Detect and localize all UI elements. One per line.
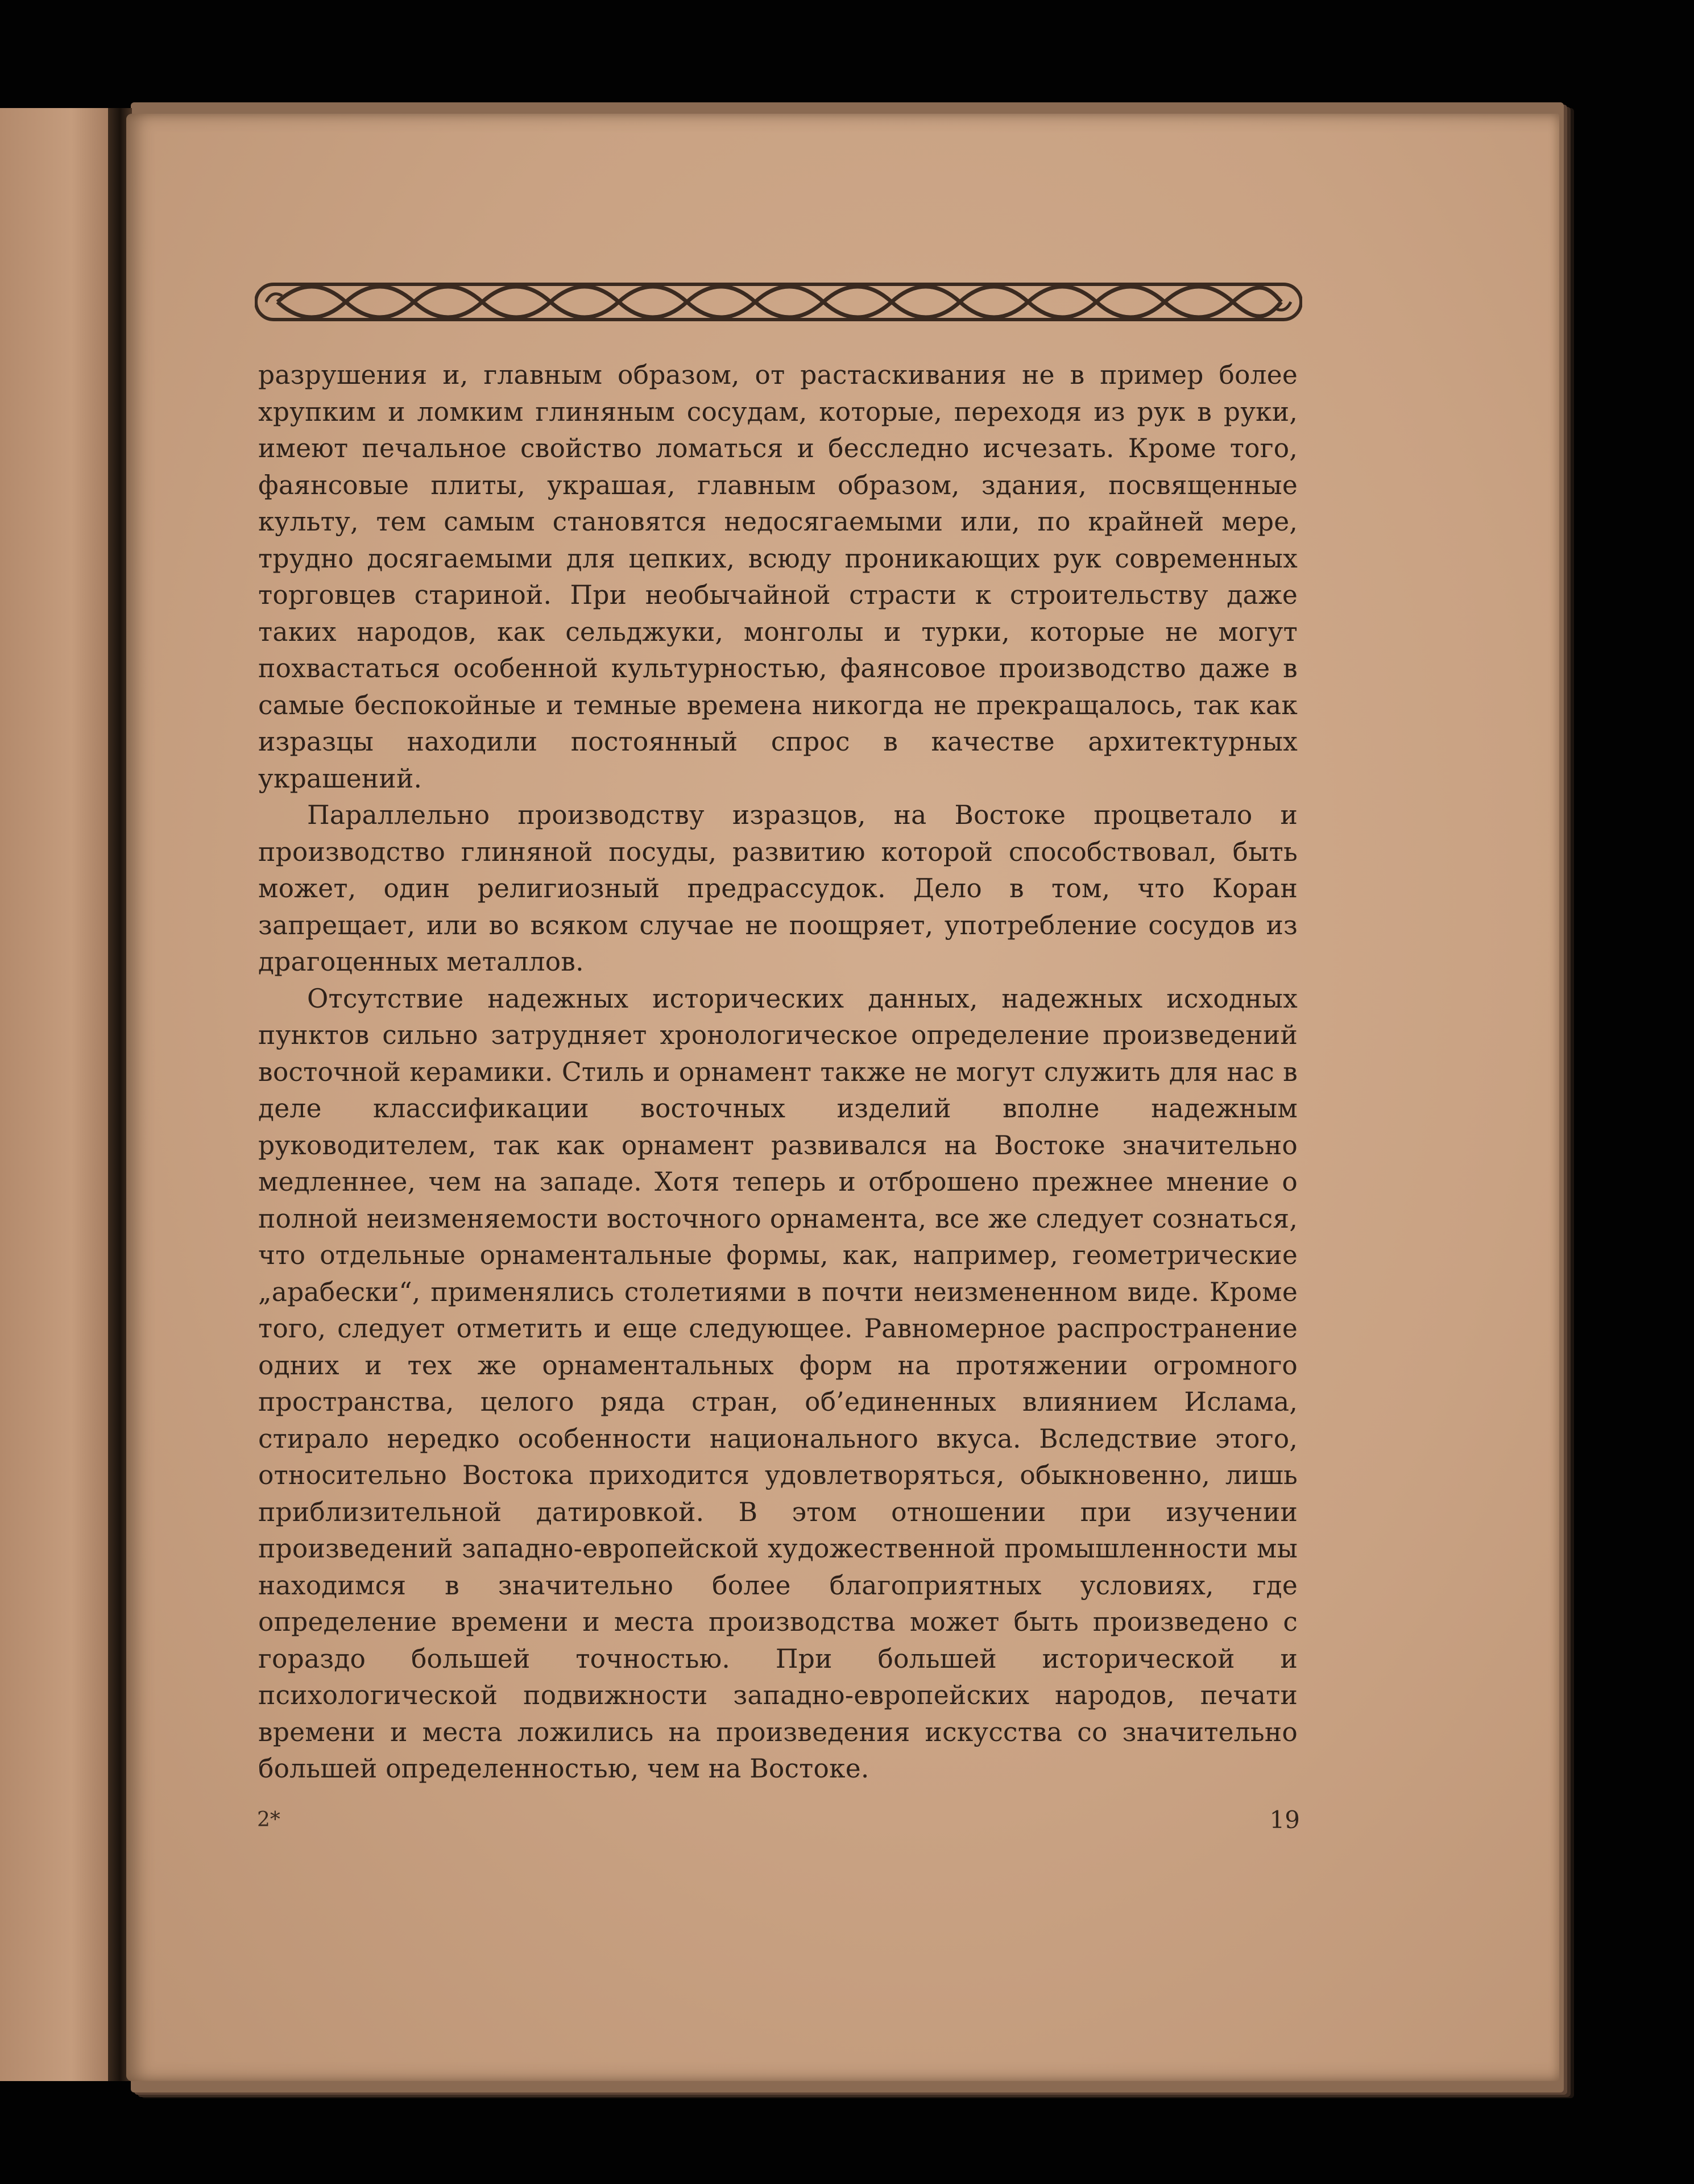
page-number: 19: [1269, 1806, 1300, 1834]
interlace-band-ornament-icon: [255, 279, 1302, 325]
signature-mark: 2*: [257, 1808, 280, 1831]
left-page-edge: [0, 108, 119, 2081]
paragraph-3: Отсутствие надежных исторических данных, надежных исходных пунктов сильно затрудняет хронологическое определение произведений восточной керамики. Стиль и орнамент также не могут служить для нас в деле классификации восточных изделий вполне надежным руководителем, так как орнамент развивался на Востоке значительно медленнее, чем на западе. Хотя теперь и отброшено прежнее мнение о полной неизменяемости восточного орнамента, все же следует сознаться, что отдельные орнаментальные формы, как, например, геометрические „арабески“, применялись столетиями в почти неизмененном виде. Кроме того, следует отметить и еще следующее. Равномерное распространение одних и тех же орнаментальных форм на протяжении огромного пространства, целого ряда стран, об’единенных влиянием Ислама, стирало нередко особенности национального вкуса. Вследствие этого, относительно Востока приходится удовлетворяться, обыкновенно, лишь приблизительной датировкой. В этом отношении при изучении произведений западно-европейской художественной промышленности мы находимся в значительно более благоприятных условиях, где определение времени и места производства может быть произведено с гораздо большей точностью. При большей исторической и психологической подвижности западно-европейских народов, печати времени и места ложились на произведения искусства со значительно большей определенностью, чем на Востоке.: [258, 983, 1298, 1784]
paragraph-2: Параллельно производству изразцов, на Востоке процветало и производство глиняной посуды, развитию которой способствовал, быть может, один религиозный предрассудок. Дело в том, что Коран запрещает, или во всяком случае не поощряет, употребление сосудов из драгоценных металлов.: [258, 800, 1298, 977]
paragraph-1: разрушения и, главным образом, от растаскивания не в пример более хрупким и ломким глиняным сосудам, которые, переходя из рук в руки, имеют печальное свойство ломаться и бесследно исчезать. Кроме того, фаянсовые плиты, украшая, главным образом, здания, посвященные культу, тем самым становятся недосягаемыми или, по крайней мере, трудно досягаемыми для цепких, всюду проникающих рук современных торговцев стариной. При необычайной страсти к строительству даже таких народов, как сельджуки, монголы и турки, которые не могут похвастаться особенной культурностью, фаянсовое производство даже в самые беспокойные и темные времена никогда не прекращалось, так как изразцы находили постоянный спрос в качестве архитектурных украшений.: [258, 360, 1298, 794]
body-text: [258, 357, 1298, 1788]
